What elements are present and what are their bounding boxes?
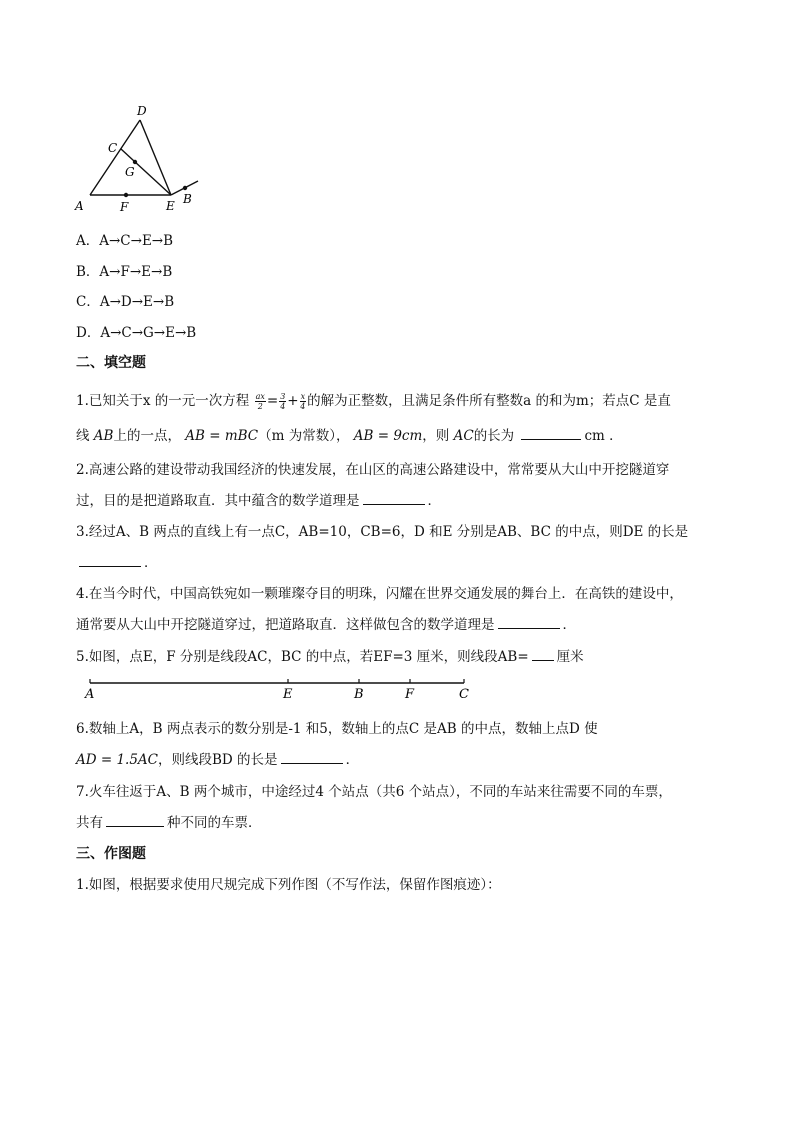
question-7-line-1: 7.火车往返于A、B 两个城市，中途经过4 个站点（共6 个站点），不同的车站来往需要不同的车票， [76,784,672,800]
answer-blank[interactable] [521,425,581,440]
answer-blank[interactable] [281,749,343,764]
label-C: C [459,687,469,702]
label-A: A [85,687,95,702]
label-B: B [183,192,192,206]
label-C: C [108,141,118,155]
question-1-line-2: 线 AB上的一点， AB = mBC（m 为常数）， AB = 9cm，则 AC的长为 cm ． [76,424,623,444]
question-3-line-1: 3.经过A、B 两点的直线上有一点C，AB=10，CB=6，D 和E 分别是AB、BC 的中点，则DE 的长是 [76,524,689,540]
segment-figure [80,672,480,702]
segment-DE [140,120,171,195]
choice-c: C．A→D→E→B [76,294,175,310]
question-6-line-2: AD = 1.5AC，则线段BD 的长是 ． [76,748,359,768]
fraction-ax-over-2: $\frac{ax}{2}$ [255,392,265,411]
choice-b: B．A→F→E→B [76,264,173,280]
point-G [133,160,137,164]
fraction-x-over-4: $\frac{x}{4}$ [300,392,306,411]
question-1-line-1: 1.已知关于x 的一元一次方程 $\frac{ax}{2}$ = $\frac{3}{4}$ + $\frac{x}{4}$ 的解为正整数，且满足条件所有整数a 的和为m；若点C 是直 [76,392,671,411]
answer-blank[interactable] [498,614,560,629]
point-B [183,186,187,190]
answer-blank[interactable] [363,490,425,505]
label-F: F [405,687,415,702]
label-B: B [354,687,364,702]
section-heading-construction: 三、作图题 [76,846,146,862]
section-heading-fill-blank: 二、填空题 [76,355,146,371]
label-A: A [75,199,84,213]
label-F: F [120,200,129,214]
label-G: G [125,165,135,179]
label-E: E [283,687,293,702]
question-4-line-1: 4.在当今时代，中国高铁宛如一颗璀璨夺目的明珠，闪耀在世界交通发展的舞台上．在高铁的建设中， [76,586,683,602]
question-4-line-2: 通常要从大山中开挖隧道穿过，把道路取直．这样做包含的数学道理是 ． [76,613,576,633]
answer-blank[interactable] [532,646,554,661]
fraction-3-over-4: $\frac{3}{4}$ [280,392,286,411]
question-7-line-2: 共有 种不同的车票． [76,811,262,831]
question-2-line-1: 2.高速公路的建设带动我国经济的快速发展，在山区的高速公路建设中，常常要从大山中开挖隧道穿 [76,462,670,478]
choice-a: A．A→C→E→B [76,233,174,249]
question-6-line-1: 6.数轴上A，B 两点表示的数分别是-1 和5，数轴上的点C 是AB 的中点，数轴上点D 使 [76,721,598,737]
label-D: D [137,104,147,118]
answer-blank[interactable] [106,812,164,827]
question-3-line-2: ． [76,551,158,571]
answer-blank[interactable] [79,552,141,567]
label-E: E [166,199,175,213]
segment-AD [90,120,140,195]
choice-d: D．A→C→G→E→B [76,325,197,341]
question-5-text: 5.如图，点E，F 分别是线段AC，BC 的中点，若EF=3 厘米，则线段AB= 厘米 [76,645,584,665]
question-2-line-2: 过，目的是把道路取直．其中蕴含的数学道理是 ． [76,489,441,509]
triangle-figure [70,100,210,220]
construction-question-1: 1.如图，根据要求使用尺规完成下列作图（不写作法，保留作图痕迹）： [76,877,501,893]
point-F [124,193,128,197]
